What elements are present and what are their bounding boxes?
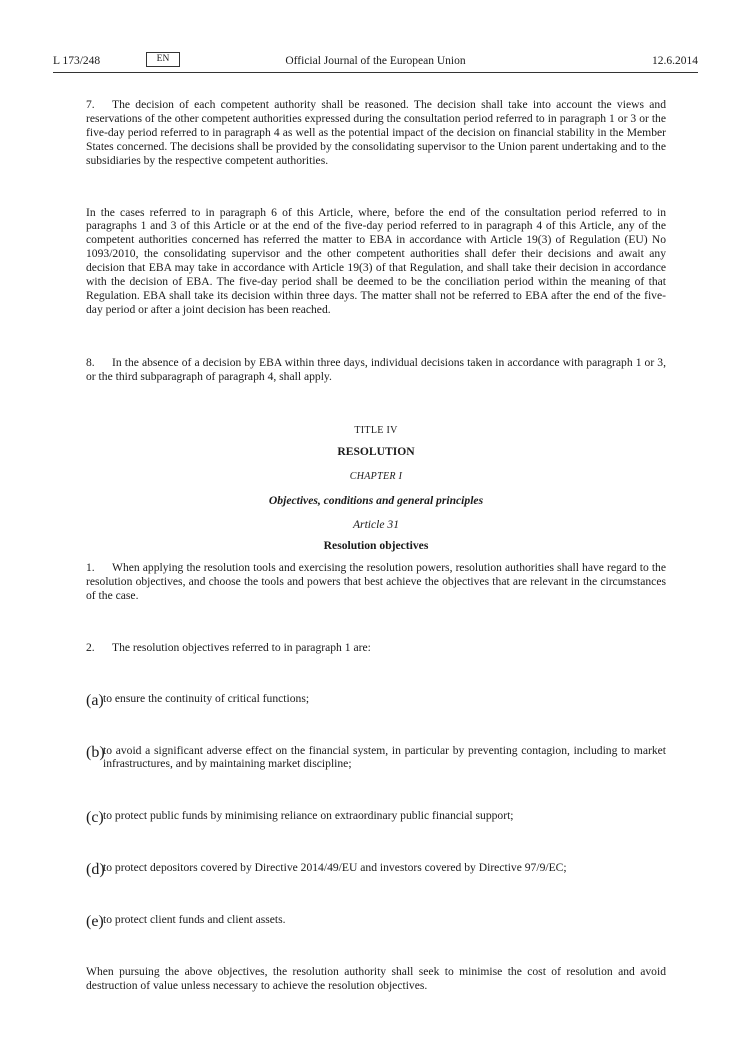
list-text: to protect depositors covered by Directive 2014/49/EU and investors covered by Directive 97/9/EC; bbox=[103, 861, 567, 875]
article-paragraph-1 bbox=[86, 561, 666, 603]
paragraph-8 bbox=[86, 356, 666, 384]
page-header bbox=[53, 52, 698, 73]
list-item-e bbox=[86, 913, 666, 931]
list-item-b bbox=[86, 744, 666, 772]
journal-title: Official Journal of the European Union bbox=[285, 55, 466, 67]
list-label: (d) bbox=[86, 861, 105, 879]
title-name: RESOLUTION bbox=[337, 444, 415, 458]
paragraph-number: 2. bbox=[86, 640, 95, 654]
document-body bbox=[86, 98, 666, 993]
paragraph-text: In the absence of a decision by EBA within three days, individual decisions taken in accordance with paragraph 1 or 3, or the third subparagraph of paragraph 4, shall apply. bbox=[86, 355, 666, 383]
chapter-label: CHAPTER I bbox=[349, 471, 403, 483]
article-label: Article 31 bbox=[352, 518, 400, 532]
list-text: to avoid a significant adverse effect on the financial system, in particular by preventing contagion, including to market infrastructures, and by maintaining market discipline; bbox=[103, 743, 666, 771]
list-item-a bbox=[86, 691, 666, 709]
list-label: (b) bbox=[86, 743, 105, 761]
paragraph-text: When applying the resolution tools and exercising the resolution powers, resolution authorities shall have regard to the resolution objectives, and choose the tools and powers that best achieve the objectives that are relevant in the circumstances of the case. bbox=[86, 561, 666, 602]
list-text: to protect client funds and client assets. bbox=[103, 913, 286, 927]
chapter-name: Objectives, conditions and general principles bbox=[268, 494, 484, 508]
list-item-d bbox=[86, 861, 666, 879]
list-item-c bbox=[86, 809, 666, 827]
paragraph-number: 1. bbox=[86, 561, 95, 575]
paragraph-7 bbox=[86, 98, 666, 168]
article-paragraph-2 bbox=[86, 641, 666, 655]
paragraph-number: 7. bbox=[86, 98, 95, 111]
list-label: (e) bbox=[86, 913, 104, 931]
page-reference: L 173/248 bbox=[53, 55, 101, 67]
closing-paragraph: When pursuing the above objectives, the resolution authority shall seek to minimise the cost of resolution and avoid destruction of value unless necessary to achieve the resolution objectives. bbox=[86, 965, 666, 992]
article-name: Resolution objectives bbox=[323, 539, 429, 553]
paragraph-text: The resolution objectives referred to in paragraph 1 are: bbox=[112, 640, 371, 654]
publication-date: 12.6.2014 bbox=[652, 55, 698, 67]
paragraph-text: The decision of each competent authority shall be reasoned. The decision shall take into account the views and reservations of the other competent authorities expressed during the consultation period referred to in paragraph 1 or 3 or the five-day period referred to in paragraph 4 as well as the potential impact of the decision on financial stability in the Member States concerned. The decisions shall be provided by the consolidating supervisor to the Union parent undertaking and to the subsidiaries by the respective competent authorities. bbox=[86, 98, 666, 167]
list-text: to ensure the continuity of critical functions; bbox=[103, 691, 310, 705]
list-label: (c) bbox=[86, 809, 104, 827]
language-badge: EN bbox=[146, 52, 180, 67]
list-label: (a) bbox=[86, 691, 104, 709]
paragraph-number: 8. bbox=[86, 355, 95, 369]
list-text: to protect public funds by minimising reliance on extraordinary public financial support; bbox=[103, 809, 514, 823]
paragraph-7-subparagraph: In the cases referred to in paragraph 6 of this Article, where, before the end of the consultation period referred to in paragraphs 1 and 3 of this Article or at the end of the five-day period referred to in paragraph 4 of this Article, any of the competent authorities concerned has referred the matter to EBA in accordance with Article 19(3) of Regulation (EU) No 1093/2010, the consolidating supervisor and the other competent authorities shall defer their decisions and await any decision that EBA may take in accordance with Article 19(3) of that Regulation, and shall take their decision in accordance with the decision of EBA. The five-day period shall be deemed to be the conciliation period within the meaning of that Regulation. EBA shall take its decision within three days. The matter shall not be referred to EBA after the end of the five-day period or after a joint decision has been reached. bbox=[86, 205, 666, 316]
title-label: TITLE IV bbox=[354, 424, 398, 436]
